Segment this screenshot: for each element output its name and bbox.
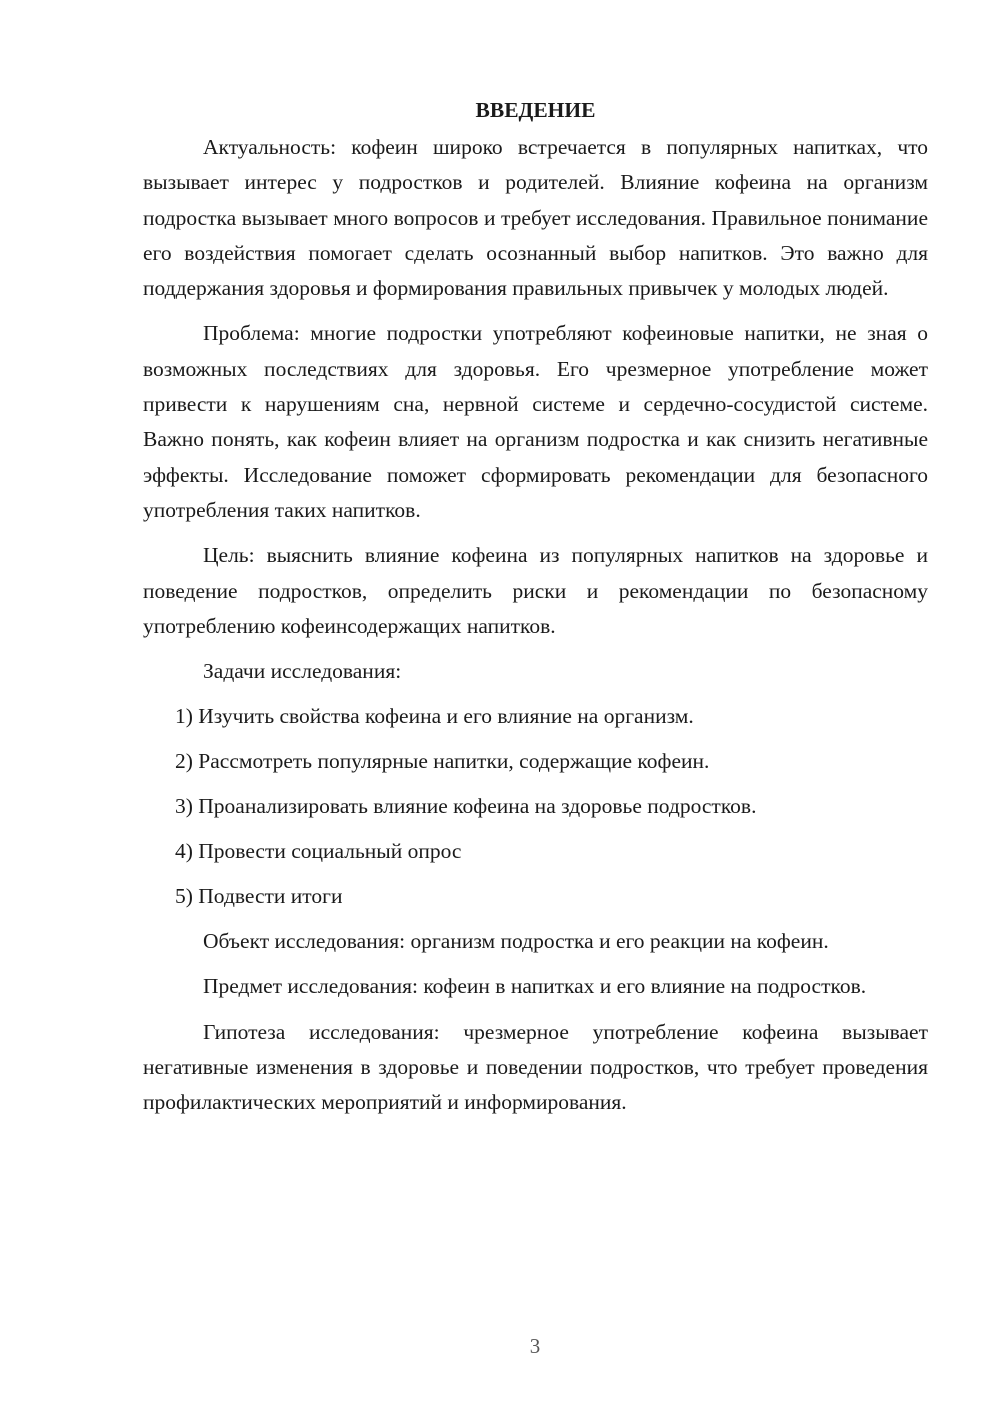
paragraph-hypothesis: Гипотеза исследования: чрезмерное употребление кофеина вызывает негативные изменения в здоровье и поведении подростков, что требует проведения профилактических мероприятий и информирования. — [143, 1019, 928, 1115]
section-heading: ВВЕДЕНИЕ — [475, 98, 596, 122]
paragraph-goal: Цель: выяснить влияние кофеина из популярных напитков на здоровье и поведение подростков, определить риски и рекомендации по безопасному употреблению кофеинсодержащих напитков. — [143, 543, 928, 638]
paragraph-relevance: Актуальность: кофеин широко встречается в популярных напитках, что вызывает интерес у подростков и родителей. Влияние кофеина на организм подростка вызывает много вопросов и требует исследования. Правильное понимание его воздействия помогает сделать осознанный выбор напитков. Это важно для поддержания здоровья и формирования правильных привычек у молодых людей. — [143, 135, 928, 301]
task-item: 1) Изучить свойства кофеина и его влияние на организм. — [175, 704, 694, 729]
tasks-title: Задачи исследования: — [203, 659, 402, 684]
paragraph-subject: Предмет исследования: кофеин в напитках и его влияние на подростков. — [203, 974, 867, 999]
paragraph-problem: Проблема: многие подростки употребляют кофеиновые напитки, не зная о возможных последствиях для здоровья. Его чрезмерное употребление может привести к нарушениям сна, нервной системе и сердечно-сосудистой системе. Важно понять, как кофеин влияет на организм подростка и как снизить негативные эффекты. Исследование поможет сформировать рекомендации для безопасного употребления таких напитков. — [143, 321, 928, 522]
task-item: 5) Подвести итоги — [175, 884, 343, 909]
page-number: 3 — [529, 1334, 541, 1358]
page-content — [143, 92, 928, 1131]
task-item: 4) Провести социальный опрос — [175, 839, 462, 864]
task-item: 3) Проанализировать влияние кофеина на здоровье подростков. — [175, 794, 757, 819]
task-list — [143, 699, 928, 914]
paragraph-object: Объект исследования: организм подростка и его реакции на кофеин. — [203, 929, 829, 954]
task-item: 2) Рассмотреть популярные напитки, содержащие кофеин. — [175, 749, 710, 774]
